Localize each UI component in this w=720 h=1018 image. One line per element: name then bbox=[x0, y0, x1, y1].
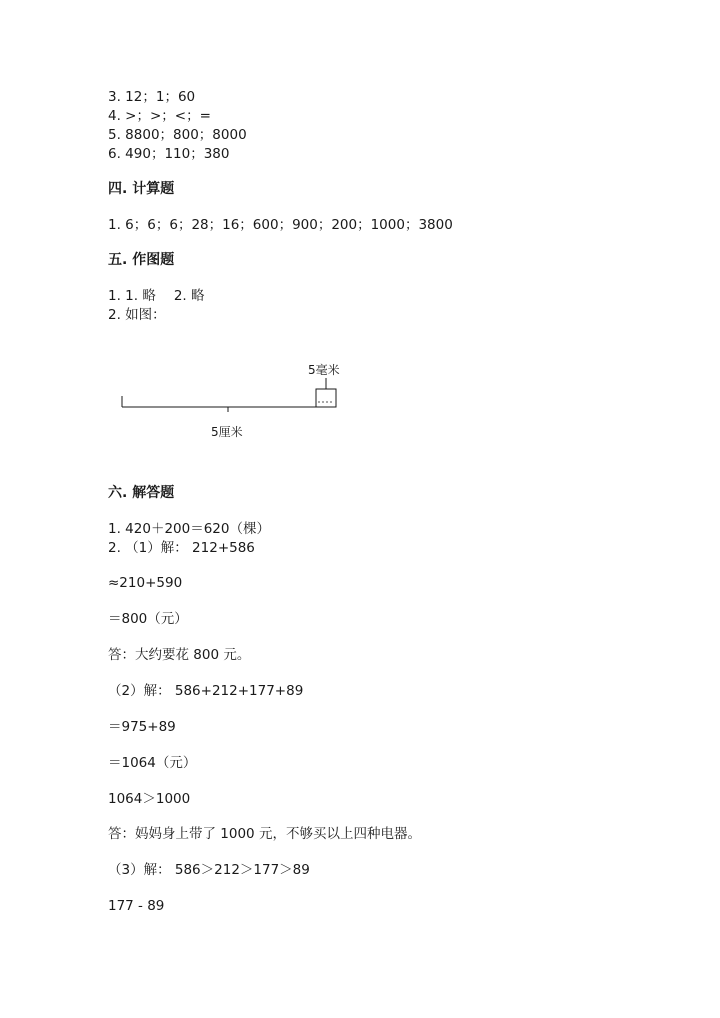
answer-line: 3. 12；1；60 bbox=[108, 89, 196, 105]
answer-line: 答：妈妈身上带了 1000 元，不够买以上四种电器。 bbox=[108, 826, 421, 842]
diagram-bottom-label: 5厘米 bbox=[211, 425, 243, 439]
answer-line bbox=[108, 287, 205, 305]
section-heading-calculation: 四. 计算题 bbox=[108, 181, 175, 197]
answer-line: 4. >；>；<；= bbox=[108, 108, 211, 124]
answer-line: ＝1064（元） bbox=[108, 755, 197, 771]
answer-line: 1064＞1000 bbox=[108, 791, 191, 807]
answer-line: ＝800（元） bbox=[108, 611, 188, 627]
answer-line: 5. 8800；800；8000 bbox=[108, 127, 247, 143]
section-heading-drawing: 五. 作图题 bbox=[108, 252, 175, 268]
measurement-diagram bbox=[108, 356, 358, 446]
section-heading-word-problems: 六. 解答题 bbox=[108, 485, 175, 501]
answer-line: 2. 如图： bbox=[108, 307, 166, 323]
answer-line: ＝975+89 bbox=[108, 719, 176, 735]
answer-part: 1. 1. 略 bbox=[108, 288, 156, 304]
answer-part: 2. 略 bbox=[173, 288, 205, 304]
answer-line: （2）解： 586+212+177+89 bbox=[108, 683, 304, 699]
diagram-top-label: 5毫米 bbox=[308, 363, 340, 377]
answer-line: 1. 420＋200＝620（棵） bbox=[108, 521, 270, 537]
answer-line: 177 - 89 bbox=[108, 898, 165, 914]
answer-line: 2. （1）解： 212+586 bbox=[108, 540, 255, 556]
answer-line: 答：大约要花 800 元。 bbox=[108, 647, 251, 663]
answer-line: ≈210+590 bbox=[108, 575, 183, 591]
answer-line: 1. 6；6；6；28；16；600；900；200；1000；3800 bbox=[108, 217, 453, 233]
answer-line: 6. 490；110；380 bbox=[108, 146, 230, 162]
answer-line: （3）解： 586＞212＞177＞89 bbox=[108, 862, 310, 878]
small-box bbox=[316, 389, 336, 407]
